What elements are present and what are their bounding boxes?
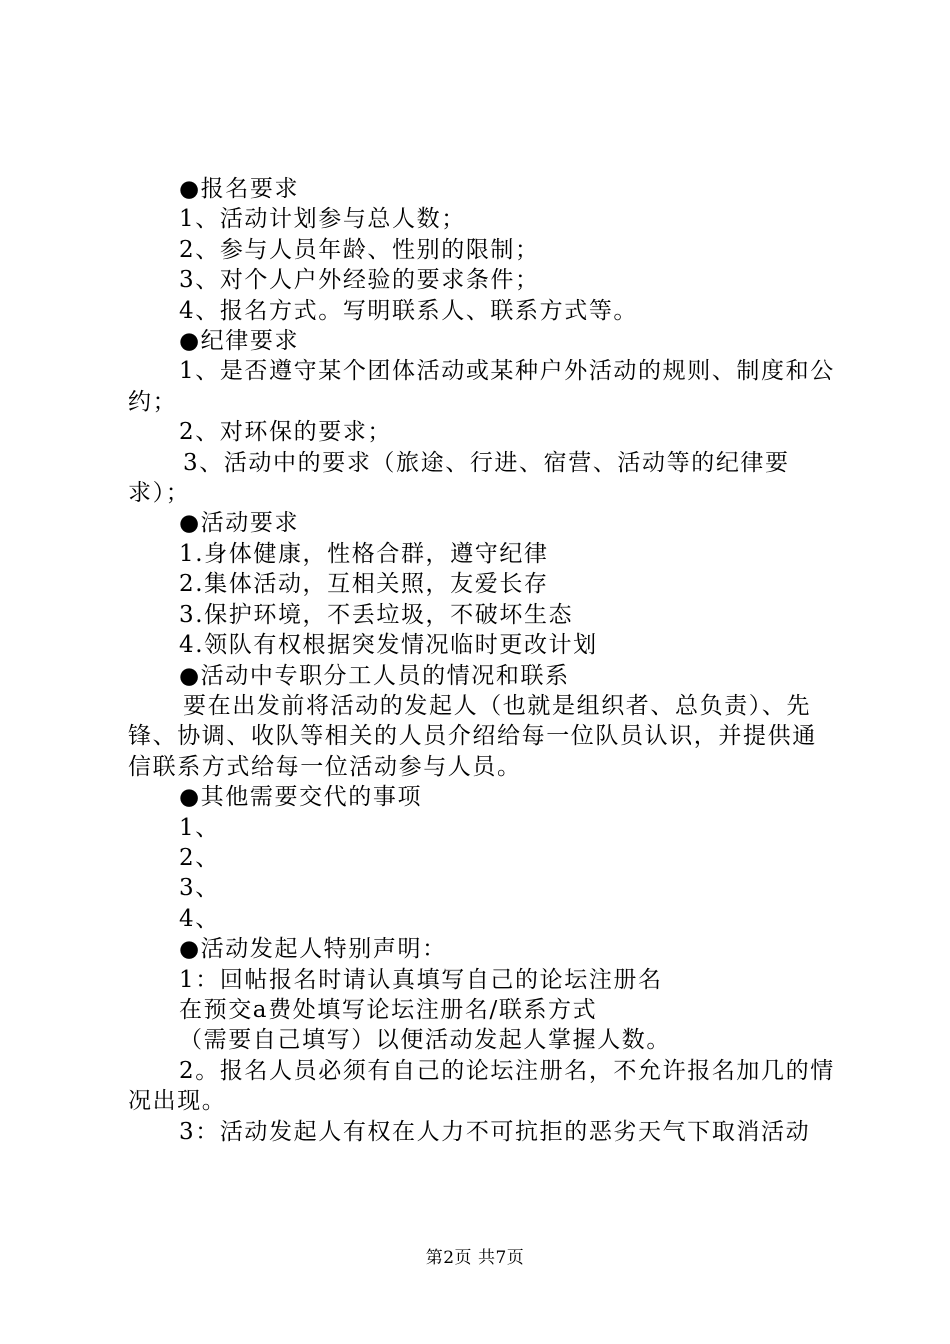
paragraph: 在预交a费处填写论坛注册名/联系方式 [179,996,598,1023]
list-item: 2.集体活动，互相关照，友爱长存 [179,571,549,598]
paragraph: 要在出发前将活动的发起人（也就是组织者、总负责）、先锋、协调、收队等相关的人员介绍给每一位队员认识，并提供通信联系方式给每一位活动参与人员。 [128,692,817,780]
section-heading-other: ●其他需要交代的事项 [179,784,423,811]
list-item: 3：活动发起人有权在人力不可抗拒的恶劣天气下取消活动 [179,1118,811,1145]
list-item: 1、 [179,814,220,841]
list-item: 1、活动计划参与总人数； [179,206,466,233]
list-item: 2、对环保的要求； [179,419,393,446]
list-item: 1、是否遵守某个团体活动或某种户外活动的规则、制度和公约； [128,358,835,415]
list-item: 2、 [179,844,220,871]
page-number: 第2页 共7页 [425,1248,525,1268]
section-heading-statement: ●活动发起人特别声明： [179,936,447,963]
list-item: 4.领队有权根据突发情况临时更改计划 [179,632,598,659]
section-heading-staff: ●活动中专职分工人员的情况和联系 [179,662,570,689]
list-item: 2、参与人员年龄、性别的限制； [179,236,540,263]
section-heading-discipline: ●纪律要求 [179,328,300,355]
list-item: 1.身体健康，性格合群，遵守纪律 [179,540,549,567]
list-item: 3、对个人户外经验的要求条件； [179,267,540,294]
list-item: 3、活动中的要求（旅途、行进、宿营、活动等的纪律要求）； [128,449,790,507]
list-item: 2。报名人员必须有自己的论坛注册名，不允许报名加几的情况出现。 [128,1057,835,1115]
paragraph: （需要自己填写）以便活动发起人掌握人数。 [179,1027,671,1054]
list-item: 3.保护环境，不丢垃圾，不破坏生态 [179,601,574,628]
list-item: 3、 [179,875,220,902]
list-item: 1：回帖报名时请认真填写自己的论坛注册名 [179,966,663,993]
section-heading-activity: ●活动要求 [179,510,300,537]
section-heading-registration: ●报名要求 [179,176,300,202]
list-item: 4、报名方式。写明联系人、联系方式等。 [179,297,639,324]
list-item: 4、 [179,905,220,932]
document-body [128,174,838,1147]
